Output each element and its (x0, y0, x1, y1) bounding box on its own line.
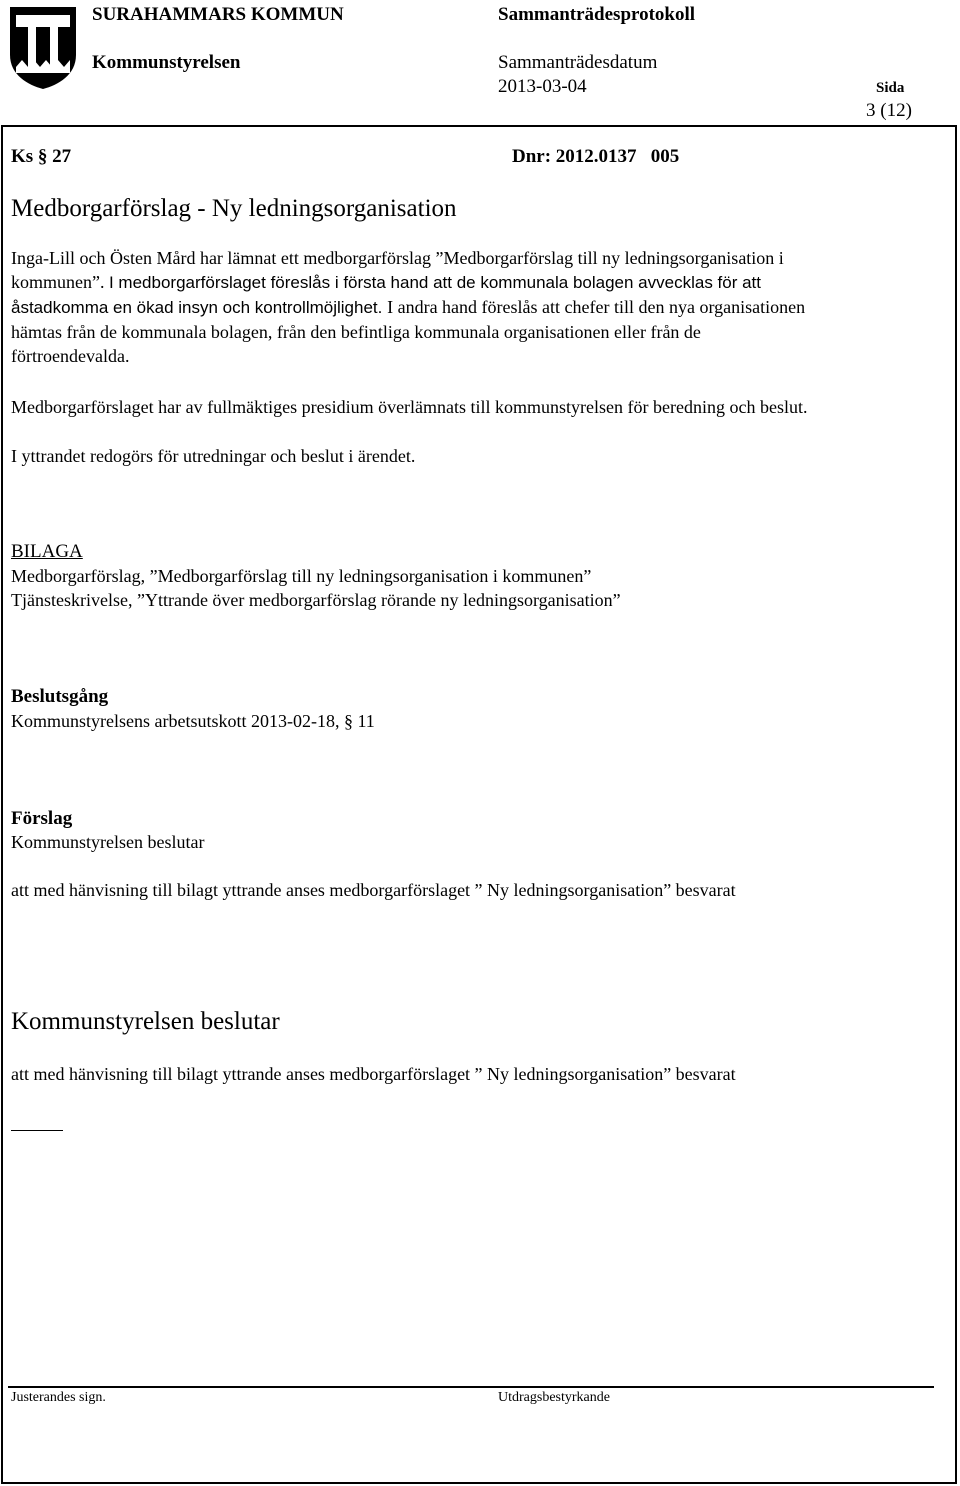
municipality-name: SURAHAMMARS KOMMUN (92, 4, 344, 25)
document-type: Sammanträdesprotokoll (498, 4, 696, 25)
page-label: Sida (876, 80, 905, 96)
attachment-item: Medborgarförslag, ”Medborgarförslag till ny ledningsorganisation i kommunen” (11, 566, 592, 586)
body-line: åstadkomma en ökad insyn och kontrollmöjlighet. I andra hand föreslås att chefer till den nya organisationen (11, 297, 806, 317)
committee-name: Kommunstyrelsen (92, 52, 241, 73)
meeting-date: 2013-03-04 (498, 76, 587, 97)
body-line: förtroendevalda. (11, 346, 130, 366)
attachment-item: Tjänsteskrivelse, ”Yttrande över medborgarförslag rörande ny ledningsorganisation” (11, 590, 621, 610)
footer-divider (8, 1386, 934, 1388)
body-line: Inga-Lill och Östen Mård har lämnat ett medborgarförslag ”Medborgarförslag till ny ledningsorganisation i (11, 248, 784, 268)
diary-number: Dnr: 2012.0137 005 (512, 146, 680, 167)
procedure-text: Kommunstyrelsens arbetsutskott 2013-02-18, § 11 (11, 711, 375, 731)
separator-line (11, 1130, 63, 1131)
footer-signature-label: Justerandes sign. (11, 1390, 106, 1405)
page-number: 3 (12) (866, 100, 912, 121)
body-line: hämtas från de kommunala bolagen, från den befintliga kommunala organisationen eller från de (11, 322, 701, 342)
attachments-heading: BILAGA (11, 541, 83, 562)
municipality-logo (8, 5, 78, 90)
body-line: kommunen”. I medborgarförslaget föreslås i första hand att de kommunala bolagen avvecklas för att (11, 272, 762, 292)
decision-text: att med hänvisning till bilagt yttrande anses medborgarförslaget ” Ny ledningsorganisation” besvarat (11, 1064, 736, 1084)
footer-certification-label: Utdragsbestyrkande (498, 1390, 610, 1405)
body-paragraph: Medborgarförslaget har av fullmäktiges presidium överlämnats till kommunstyrelsen för beredning och beslut. (11, 397, 808, 417)
proposal-decision: att med hänvisning till bilagt yttrande anses medborgarförslaget ” Ny ledningsorganisation” besvarat (11, 880, 736, 900)
proposal-text: Kommunstyrelsen beslutar (11, 832, 205, 852)
meeting-date-label: Sammanträdesdatum (498, 52, 658, 73)
procedure-heading: Beslutsgång (11, 686, 109, 707)
case-title: Medborgarförslag - Ny ledningsorganisation (11, 195, 457, 222)
decision-heading: Kommunstyrelsen beslutar (11, 1008, 280, 1035)
body-paragraph: I yttrandet redogörs för utredningar och beslut i ärendet. (11, 446, 416, 466)
proposal-heading: Förslag (11, 808, 73, 829)
case-number: Ks § 27 (11, 146, 72, 167)
